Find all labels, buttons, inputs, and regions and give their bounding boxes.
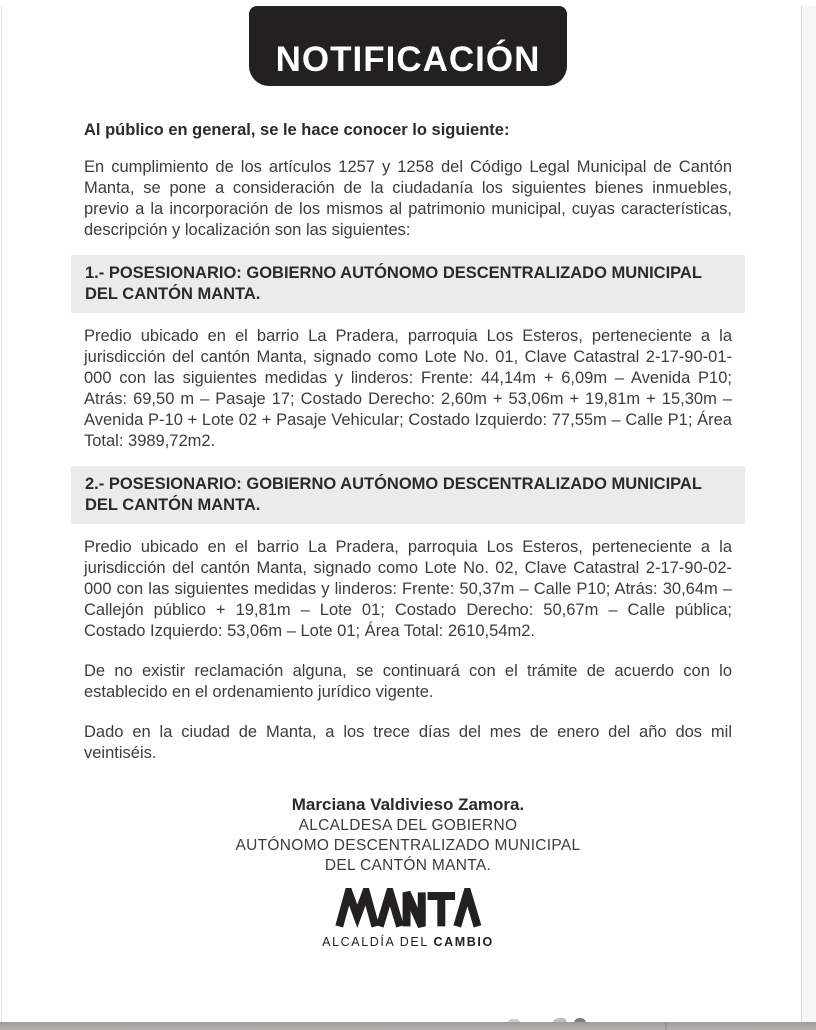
notification-document-page <box>0 6 816 1030</box>
document-title: NOTIFICACIÓN <box>275 40 541 79</box>
page-left-edge-line <box>1 6 2 1022</box>
scrollbar-track[interactable] <box>801 6 816 1022</box>
bottom-ui-strip <box>0 1022 816 1030</box>
signatory-title-line-1: ALCALDESA DEL GOBIERNO <box>298 817 518 834</box>
section-1-paragraph: Predio ubicado en el barrio La Pradera, parroquia Los Esteros, perteneciente a la jurisdicción del cantón Manta, signado como Lote No. 01, Clave Catastral 2-17-90-01-000 con las siguientes medidas y linderos: Frente: 44,14m + 6,09m – Avenida P10; Atrás: 69,50 m – Pasaje 17; Costado Derecho: 2,60m + 53,06m + 19,81m + 15,30m – Avenida P-10 + Lote 02 + Pasaje Vehicular; Costado Izquierdo: 77,55m – Calle P1; Área Total: 3989,72m2. <box>84 327 732 450</box>
section-1-heading: 1.- POSESIONARIO: GOBIERNO AUTÓNOMO DESCENTRALIZADO MUNICIPAL DEL CANTÓN MANTA. <box>71 255 745 313</box>
signatory-title-line-2: AUTÓNOMO DESCENTRALIZADO MUNICIPAL <box>235 837 581 854</box>
signature-block <box>84 794 732 876</box>
section-2-heading: 2.- POSESIONARIO: GOBIERNO AUTÓNOMO DESCENTRALIZADO MUNICIPAL DEL CANTÓN MANTA. <box>71 466 745 524</box>
salutation-line: Al público en general, se le hace conocer lo siguiente: <box>84 121 510 139</box>
tagline-regular-text: ALCALDÍA DEL <box>322 935 434 949</box>
document-body <box>84 120 732 953</box>
notification-banner <box>249 6 567 86</box>
section-2-paragraph: Predio ubicado en el barrio La Pradera, parroquia Los Esteros, perteneciente a la jurisdicción del cantón Manta, signado como Lote No. 02, Clave Catastral 2-17-90-02-000 con las siguientes medidas y linderos: Frente: 50,37m – Calle P10; Atrás: 30,64m – Callejón público + 19,81m – Lote 01; Costado Derecho: 50,67m – Calle pública; Costado Izquierdo: 53,06m – Lote 01; Área Total: 2610,54m2. <box>84 538 732 640</box>
closing-paragraph-1: De no existir reclamación alguna, se continuará con el trámite de acuerdo con lo establecido en el ordenamiento jurídico vigente. <box>84 662 732 701</box>
tagline-bold-text: CAMBIO <box>433 935 494 949</box>
manta-wordmark-icon <box>333 888 483 930</box>
intro-paragraph: En cumplimiento de los artículos 1257 y 1258 del Código Legal Municipal de Cantón Manta, se pone a consideración de la ciudadanía los siguientes bienes inmuebles, previo a la incorporación de los mismos al patrimonio municipal, cuyas características, descripción y localización son las siguientes: <box>84 158 732 239</box>
closing-paragraph-2: Dado en la ciudad de Manta, a los trece días del mes de enero del año dos mil veintiséis. <box>84 723 732 762</box>
signatory-name: Marciana Valdivieso Zamora. <box>291 795 525 814</box>
logo-tagline <box>84 932 732 953</box>
signatory-title-line-3: DEL CANTÓN MANTA. <box>324 857 492 874</box>
bottom-strip-seam <box>665 1022 667 1030</box>
manta-logo <box>84 888 732 953</box>
